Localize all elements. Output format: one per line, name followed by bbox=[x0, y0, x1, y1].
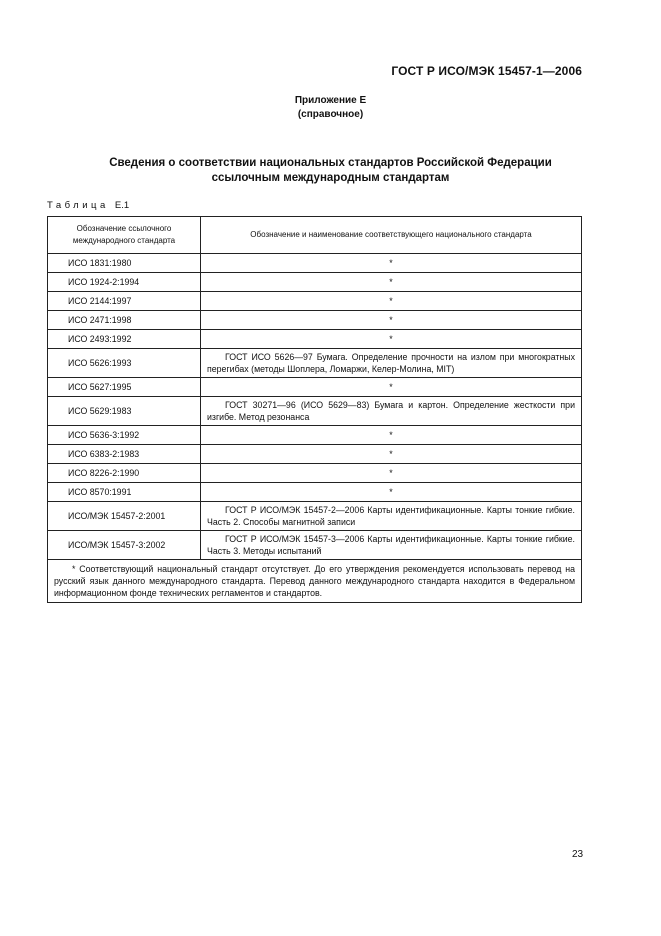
table-caption-word: Таблица bbox=[47, 200, 109, 211]
national-standard-cell: ГОСТ 30271—96 (ИСО 5629—83) Бумага и картон. Определение жесткости при изгибе. Метод резонанса bbox=[201, 397, 582, 426]
international-standard-cell: ИСО/МЭК 15457-2:2001 bbox=[48, 502, 201, 531]
national-standard-cell: * bbox=[201, 464, 582, 483]
table-caption bbox=[47, 200, 129, 211]
international-standard-cell: ИСО 8226-2:1990 bbox=[48, 464, 201, 483]
national-standard-cell: ГОСТ ИСО 5626—97 Бумага. Определение прочности на излом при многократных перегибах (методы Шоплера, Ломаржи, Келер-Молина, MIT) bbox=[201, 349, 582, 378]
header-national-standard: Обозначение и наименование соответствующего национального стандарта bbox=[201, 217, 582, 254]
table-row bbox=[48, 330, 582, 349]
international-standard-cell: ИСО 8570:1991 bbox=[48, 483, 201, 502]
national-standard-cell: * bbox=[201, 483, 582, 502]
table-row bbox=[48, 483, 582, 502]
national-standard-cell: * bbox=[201, 378, 582, 397]
national-standard-cell: ГОСТ Р ИСО/МЭК 15457-2—2006 Карты идентификационные. Карты тонкие гибкие. Часть 2. Способы магнитной записи bbox=[201, 502, 582, 531]
table-footnote: * Соответствующий национальный стандарт отсутствует. До его утверждения рекомендуется использовать перевод на русский язык данного международного стандарта. Перевод данного международного стандарта находится в Федеральном информационном фонде технических регламентов и стандартов. bbox=[48, 560, 582, 603]
table-row bbox=[48, 292, 582, 311]
document-header-code: ГОСТ Р ИСО/МЭК 15457-1—2006 bbox=[391, 64, 582, 78]
table-row bbox=[48, 531, 582, 560]
international-standard-cell: ИСО 5627:1995 bbox=[48, 378, 201, 397]
section-title-line-2: ссылочным международным стандартам bbox=[211, 172, 450, 184]
international-standard-cell: ИСО/МЭК 15457-3:2002 bbox=[48, 531, 201, 560]
national-standard-cell: * bbox=[201, 254, 582, 273]
table-row bbox=[48, 464, 582, 483]
national-standard-cell: ГОСТ Р ИСО/МЭК 15457-3—2006 Карты идентификационные. Карты тонкие гибкие. Часть 3. Методы испытаний bbox=[201, 531, 582, 560]
table-header-row bbox=[48, 217, 582, 254]
annex-heading bbox=[0, 94, 661, 122]
national-standard-cell: * bbox=[201, 445, 582, 464]
international-standard-cell: ИСО 5626:1993 bbox=[48, 349, 201, 378]
header-international-standard: Обозначение ссылочного международного стандарта bbox=[48, 217, 201, 254]
national-standard-cell: * bbox=[201, 292, 582, 311]
section-title bbox=[0, 156, 661, 186]
page-number: 23 bbox=[572, 849, 584, 860]
correspondence-table bbox=[47, 216, 582, 603]
national-standard-cell: * bbox=[201, 311, 582, 330]
table-caption-number: Е.1 bbox=[114, 200, 130, 211]
table-row bbox=[48, 254, 582, 273]
section-title-line-1: Сведения о соответствии национальных стандартов Российской Федерации bbox=[109, 157, 552, 169]
national-standard-cell: * bbox=[201, 273, 582, 292]
table-footnote-row bbox=[48, 560, 582, 603]
national-standard-cell: * bbox=[201, 426, 582, 445]
annex-title: Приложение Е bbox=[294, 95, 367, 106]
international-standard-cell: ИСО 1924-2:1994 bbox=[48, 273, 201, 292]
table-row bbox=[48, 349, 582, 378]
table-row bbox=[48, 378, 582, 397]
national-standard-cell: * bbox=[201, 330, 582, 349]
international-standard-cell: ИСО 2144:1997 bbox=[48, 292, 201, 311]
table-row bbox=[48, 397, 582, 426]
international-standard-cell: ИСО 6383-2:1983 bbox=[48, 445, 201, 464]
table-row bbox=[48, 273, 582, 292]
table-row bbox=[48, 445, 582, 464]
international-standard-cell: ИСО 5629:1983 bbox=[48, 397, 201, 426]
international-standard-cell: ИСО 1831:1980 bbox=[48, 254, 201, 273]
international-standard-cell: ИСО 5636-3:1992 bbox=[48, 426, 201, 445]
table-row bbox=[48, 311, 582, 330]
international-standard-cell: ИСО 2471:1998 bbox=[48, 311, 201, 330]
annex-subtitle: (справочное) bbox=[297, 109, 364, 120]
table-row bbox=[48, 502, 582, 531]
table-row bbox=[48, 426, 582, 445]
table-body bbox=[48, 254, 582, 560]
international-standard-cell: ИСО 2493:1992 bbox=[48, 330, 201, 349]
